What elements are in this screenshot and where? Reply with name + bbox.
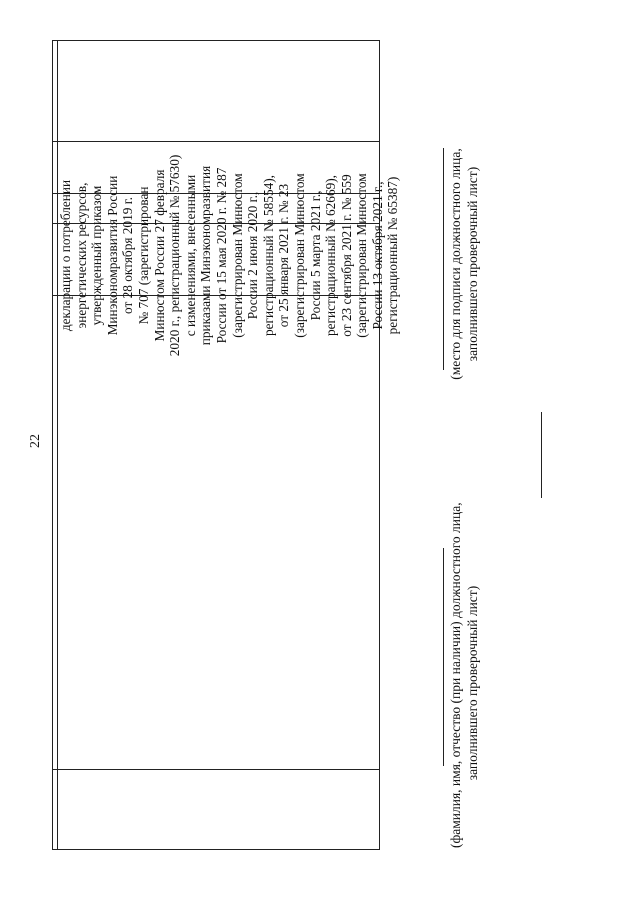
cell-text-line: (зарегистрирован Минюстом <box>229 173 245 338</box>
cell-text-line: с изменениями, внесенными <box>182 174 198 337</box>
signature-caption-line2: заполнившего проверочный лист) <box>465 166 480 362</box>
cell-text-line: от 23 сентября 2021 г. № 559 <box>338 174 354 337</box>
cell-text-line: утвержденный приказом <box>89 185 105 326</box>
name-signature-line <box>443 548 444 766</box>
cell-text-line: России от 15 мая 2020 г. № 287 <box>213 167 229 344</box>
cell-text-line: регистрационный № 62669), <box>323 174 339 337</box>
page-number: 22 <box>28 434 43 448</box>
cell-text-line: (зарегистрирован Минюстом <box>291 173 307 338</box>
cell-text-line: № 707 (зарегистрирован <box>135 186 151 325</box>
name-caption <box>447 502 481 848</box>
cell-text-line: регистрационный № 65387) <box>385 176 401 335</box>
cell-text-line: энергетических ресурсов, <box>73 182 89 329</box>
cell-text-line: от 28 октября 2019 г. <box>120 197 136 314</box>
short-signature-line <box>541 412 542 498</box>
cell-text-line: (зарегистрирован Минюстом <box>354 173 370 338</box>
cell-text-line: 2020 г., регистрационный № 57630) <box>167 154 183 357</box>
cell-text-line: регистрационный № 58554), <box>260 174 276 337</box>
table-row-divider <box>53 769 379 770</box>
name-caption-line2: заполнившего проверочный лист) <box>465 585 480 781</box>
cell-text-line: приказами Минэкономразвития <box>198 165 214 346</box>
signature-place-line <box>443 148 444 370</box>
cell-text-line: России 5 марта 2021 г., <box>307 190 323 321</box>
cell-text-line: от 25 января 2021 г. № 23 <box>276 183 292 328</box>
requirement-cell-text <box>58 53 401 458</box>
cell-text-line: декларации о потреблении <box>58 179 73 332</box>
cell-text-line: России 2 июня 2020 г., <box>245 191 261 320</box>
cell-text-line: России 13 октября 2021 г., <box>369 181 385 330</box>
signature-caption-line1: (место для подписи должностного лица, <box>448 148 463 380</box>
signature-caption <box>447 144 481 384</box>
name-caption-line1: (фамилия, имя, отчество (при наличии) должностного лица, <box>448 502 463 848</box>
cell-text-line: Минюстом России 27 февраля <box>151 169 167 342</box>
cell-text-line: Минэкономразвития России <box>104 175 120 336</box>
